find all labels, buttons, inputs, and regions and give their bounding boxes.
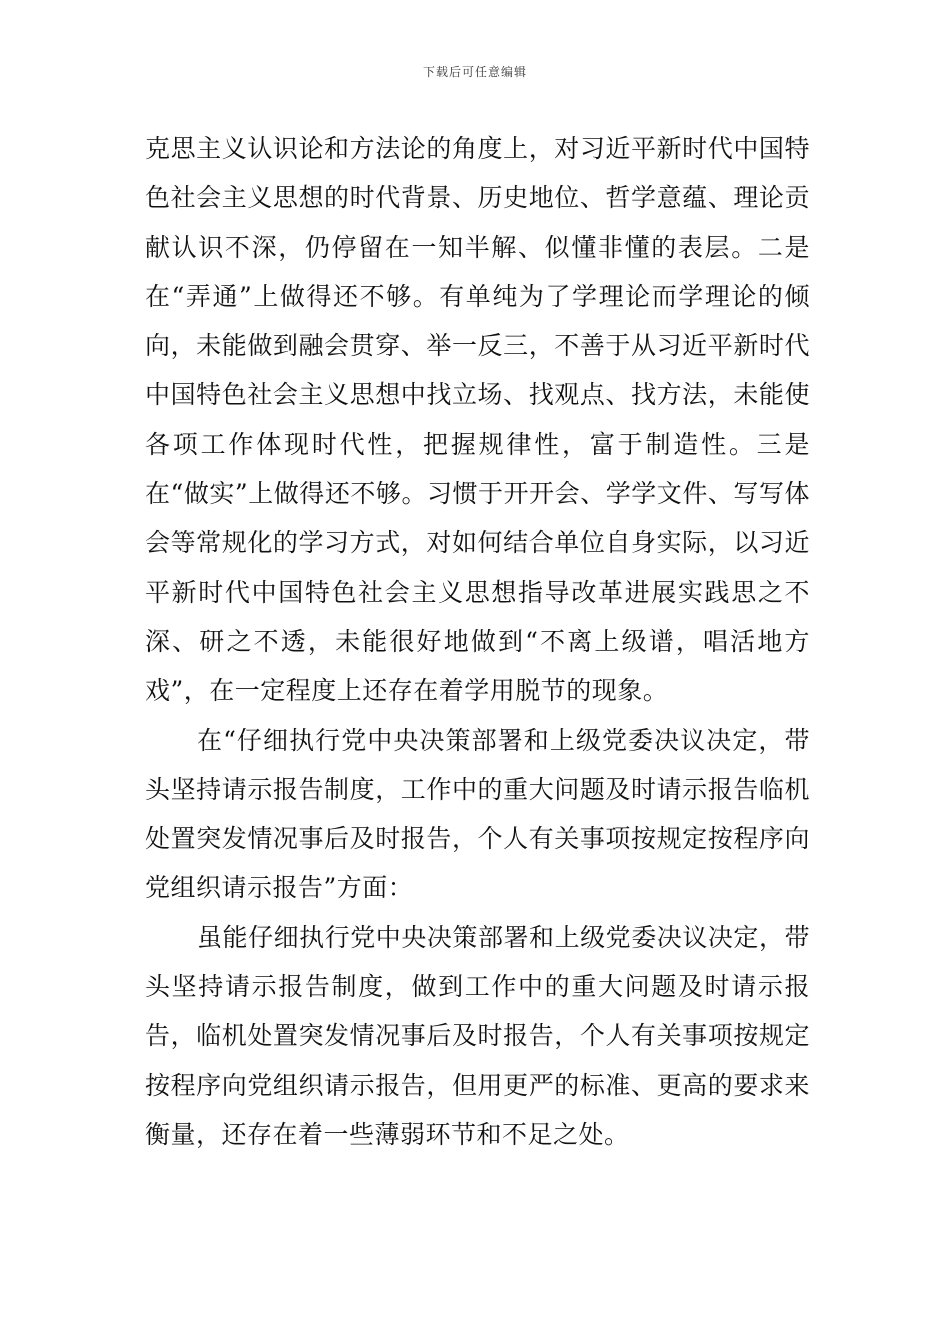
paragraph-section-heading: 在“仔细执行党中央决策部署和上级党委决议决定，带头坚持请示报告制度，工作中的重大问题及时请示报告临机处置突发情况事后及时报告，个人有关事项按规定按程序向党组织请示报告”方面： bbox=[145, 725, 810, 903]
page-header: 下载后可任意编辑 bbox=[422, 65, 527, 79]
document-body bbox=[145, 124, 810, 1159]
paragraph-assessment: 虽能仔细执行党中央决策部署和上级党委决议决定，带头坚持请示报告制度，做到工作中的重大问题及时请示报告，临机处置突发情况事后及时报告，个人有关事项按规定按程序向党组织请示报告，但用更严的标准、更高的要求来衡量，还存在着一些薄弱环节和不足之处。 bbox=[145, 922, 810, 1149]
paragraph-continuation: 克思主义认识论和方法论的角度上，对习近平新时代中国特色社会主义思想的时代背景、历史地位、哲学意蕴、理论贡献认识不深，仍停留在一知半解、似懂非懂的表层。二是在“弄通”上做得还不够。有单纯为了学理论而学理论的倾向，未能做到融会贯穿、举一反三，不善于从习近平新时代中国特色社会主义思想中找立场、找观点、找方法，未能使各项工作体现时代性，把握规律性，富于制造性。三是在“做实”上做得还不够。习惯于开开会、学学文件、写写体会等常规化的学习方式，对如何结合单位自身实际，以习近平新时代中国特色社会主义思想指导改革进展实践思之不深、研之不透，未能很好地做到“不离上级谱，唱活地方戏”，在一定程度上还存在着学用脱节的现象。 bbox=[145, 134, 810, 706]
